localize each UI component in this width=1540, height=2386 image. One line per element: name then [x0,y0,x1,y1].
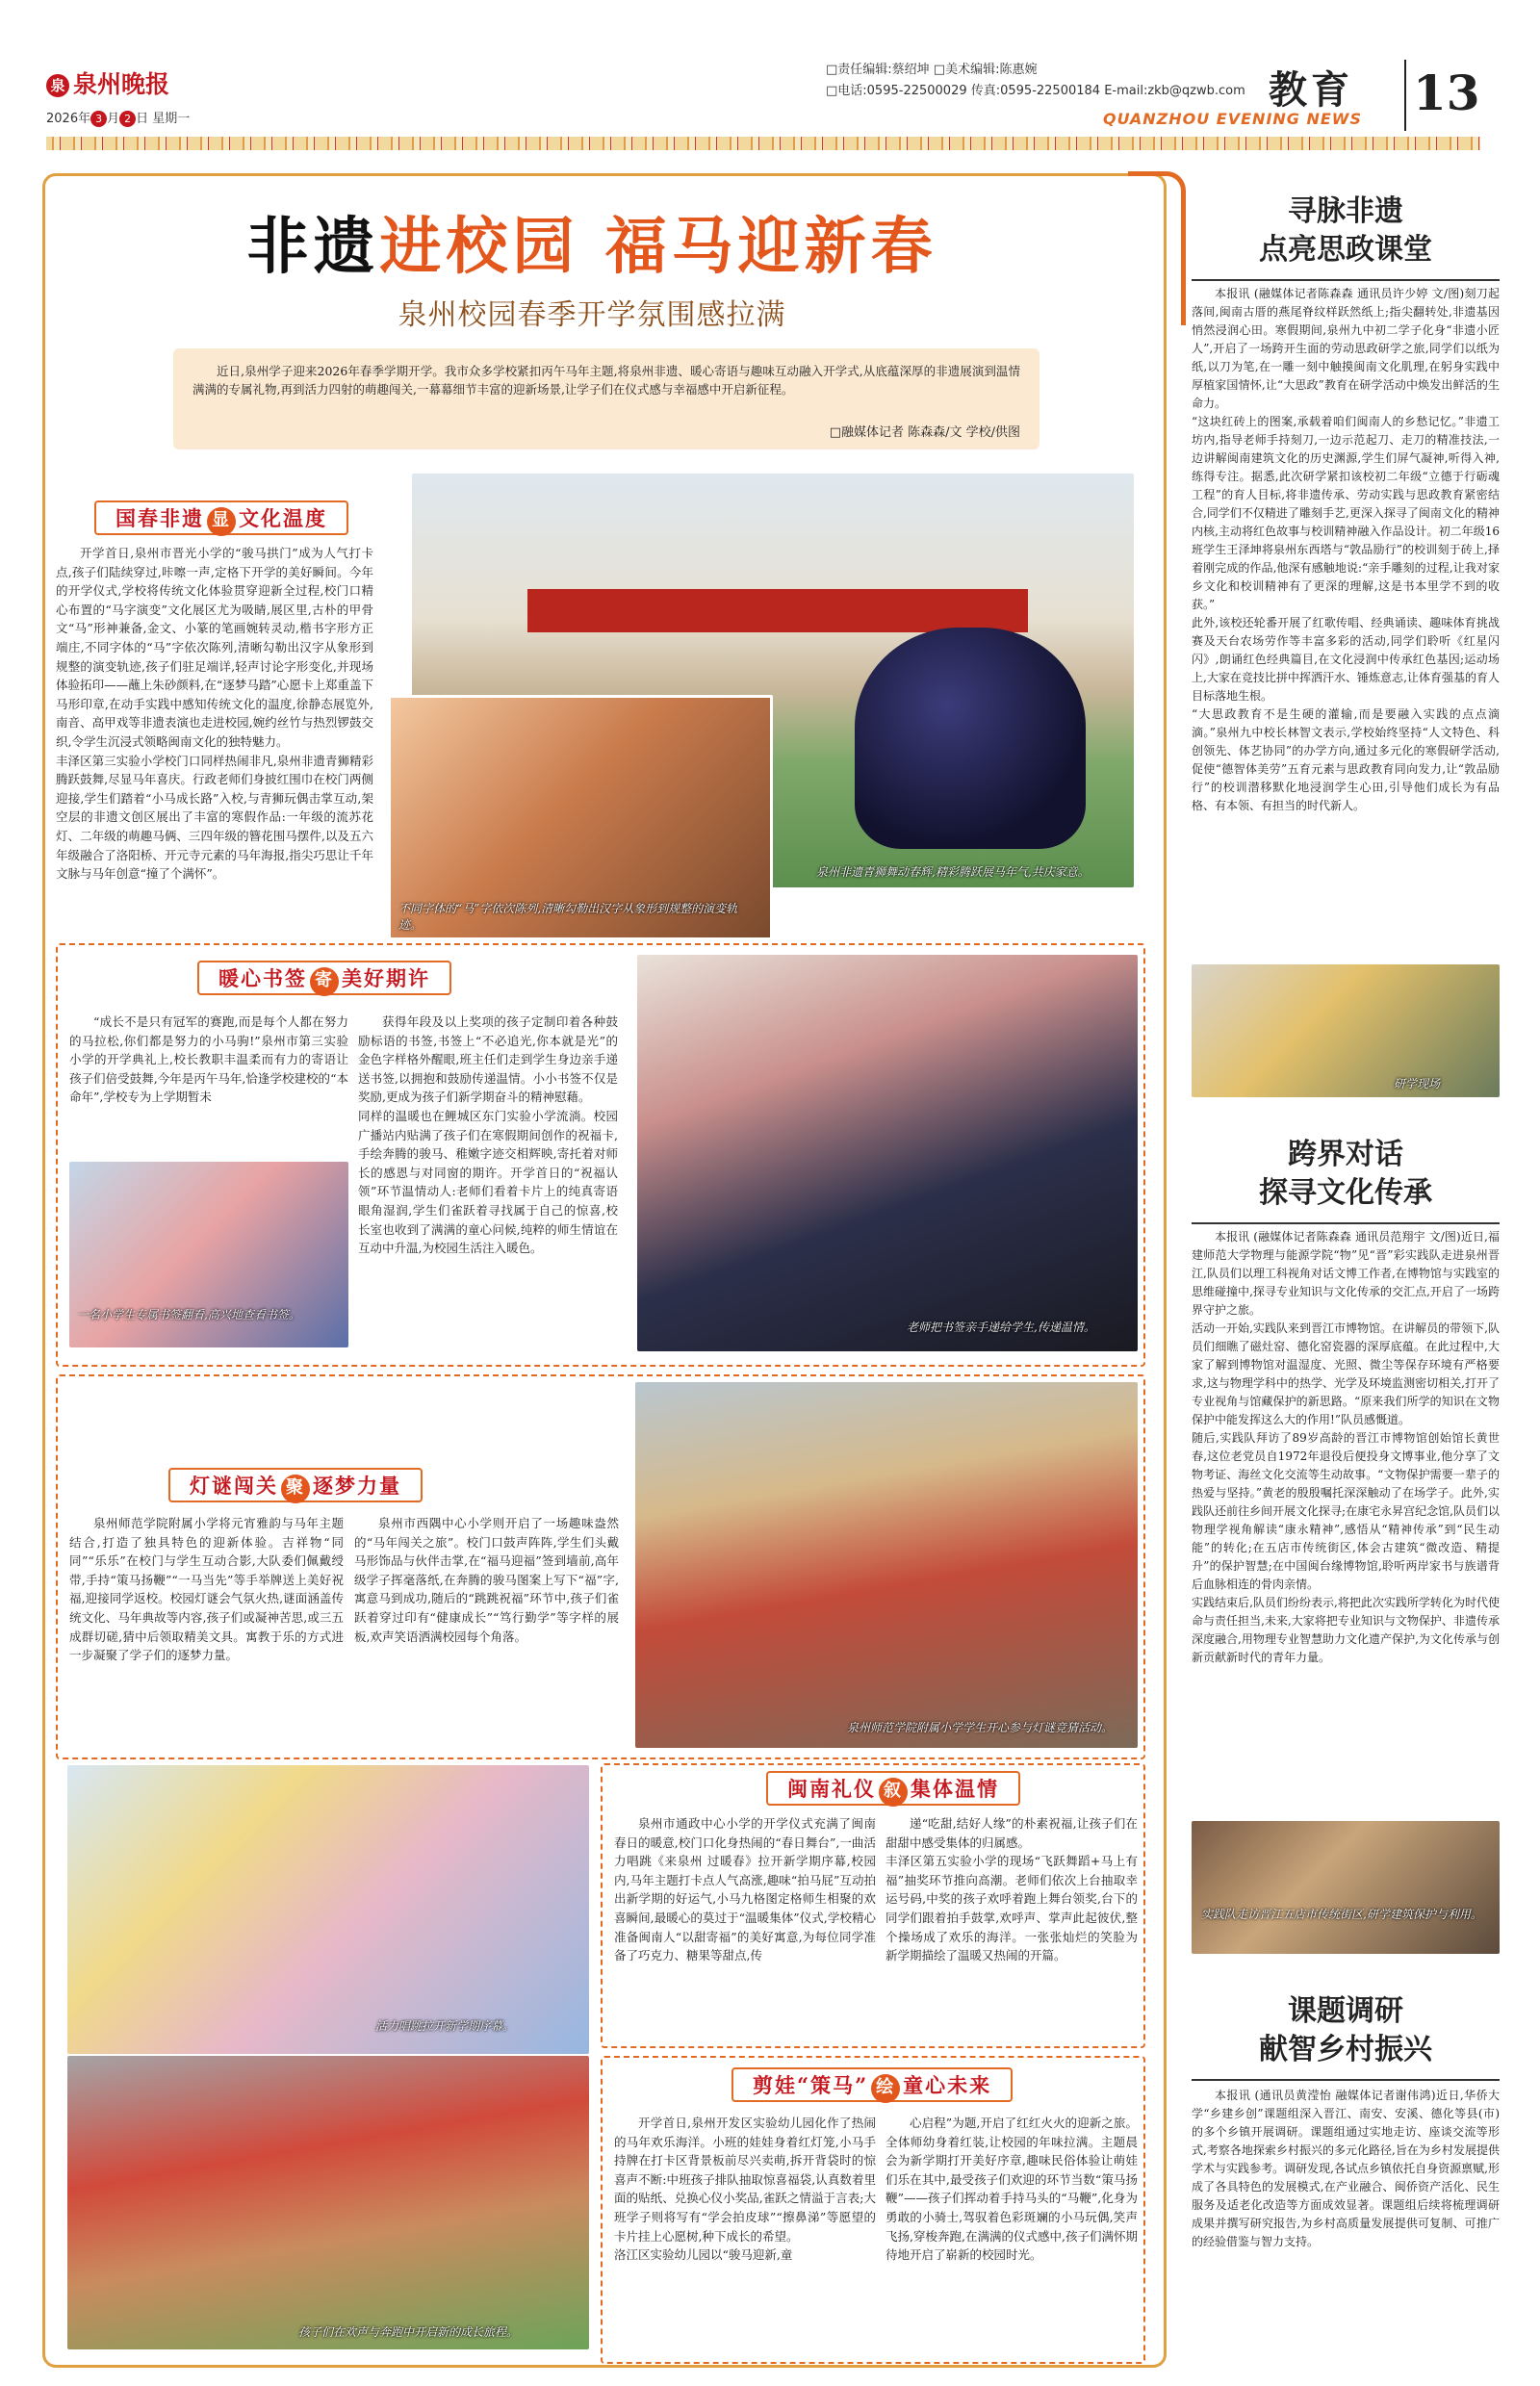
title-rule [1192,279,1500,281]
title-part: 非遗 [246,212,380,283]
logo-seal-icon: 泉 [46,74,69,97]
section-banner [197,961,451,995]
photo-caption: 泉州师范学院附属小学学生开心参与灯谜竞猜活动。 [847,1721,1114,1734]
headline-subtitle: 泉州校园春季开学氛围感拉满 [398,298,786,332]
title-rule [1192,2079,1500,2081]
editor-line: □责任编辑:蔡绍坤 □美术编辑:陈惠婉 [826,63,1038,77]
article-text: 泉州市通政中心小学的开学仪式充满了闽南春日的暖意,校门口化身热闹的“春日舞台”,一曲活力唱跳《来泉州 过暖春》拉开新学期序幕,校园内,马年主题打卡点人气高涨,趣味“拍马屁”互动拍出新学期的好运气,小马九格图定格师生相聚的欢喜瞬间,最暖心的莫过于“温暖集体”仪式,学校精心准备闽南人“以甜寄福”的美好寓意,为每位同学准备了巧克力、糖果等甜点,传 [614,1816,876,1963]
banner-key-char: 绘 [871,2074,900,2103]
banner-text: 文化温度 [239,506,327,530]
photo-caption: 活力唱跳拉开新学期序幕。 [375,2019,515,2033]
photo-teacher-gives-bookmark [637,955,1138,1351]
right-article-title [1192,1992,1500,2069]
date-day: 2 [119,111,136,127]
banner-red-sign [527,589,1028,632]
date-weekday: 日 星期一 [136,112,191,126]
newspaper-logo [46,65,169,100]
article-text: 递“吃甜,结好人缘”的朴素祝福,让孩子们在甜甜中感受集体的归属感。 丰泽区第五实验小学的现场“飞跃舞蹈+马上有福”抽奖环节推向高潮。老师们依次上台抽取幸运号码,中奖的孩子欢呼着跑上舞台领奖,台下的同学们跟着拍手鼓掌,欢呼声、掌声此起彼伏,整个操场成了欢乐的海洋。一张张灿烂的笑脸为新学期描绘了温暖又热闹的开篇。 [886,1816,1138,1963]
contact-line: □电话:0595-22500029 传真:0595-22500184 E-mail:zkb@qzwb.com [826,84,1245,98]
section-banner [168,1468,423,1502]
header-divider [1404,60,1406,131]
date-year: 2026年 [46,112,91,126]
decorative-pattern-band [46,137,1480,150]
editor-info [826,60,1245,102]
section-name: 教育 [1269,68,1353,113]
article-text: 本报讯 (融媒体记者陈森森 通讯员许少婷 文/图)刻刀起落间,闽南古厝的燕尾脊纹样跃然纸上;指尖翻转处,非遗基因悄然浸润心田。寒假期间,泉州九中初二学子化身“非遗小匠人”,开启了一场跨开生面的劳动思政研学之旅,同学们以纸为纸,以刀为笔,在一雕一刻中触摸闽南文化肌理,在躬身实践中厚植家国情怀,让“大思政”教育在研学活动中焕发出鲜活的生命力。 “这块红砖上的图案,承载着咱们闽南人的乡愁记忆。”非遗工坊内,指导老师手持刻刀,一边示范起刀、走刀的精准技法,一边讲解闽南建筑文化的历史渊源,学生们屏气凝神,听得入神,练得专注。据悉,此次研学紧扣该校初二年级“立德于行砺魂工程”的育人目标,将非遗传承、劳动实践与思政教育紧密结合,同学们不仅精进了雕刻手艺,更深入探寻了闽南文化的精神内核,主动将红色故事与校训精神融入作品设计。初二年级16班学生王泽坤将泉州东西塔与“敦品励行”的校训刻于砖上,择着刚完成的作品,他深有感触地说:“亲手雕刻的过程,让我对家乡文化和校训精神有了更深的理解,这是书本里学不到的收获。” 此外,该校还轮番开展了红歌传唱、经典诵读、趣味体育挑战赛及天台农场劳作等丰富多彩的活动,同学们聆听《红星闪闪》,朗诵红色经典篇目,在文化浸润中传承红色基因;运动场上,大家在竞技比拼中挥洒汗水、锤炼意志,让体育强基的育人目标落地生根。 “大思政教育不是生硬的灌输,而是要融入实践的点点滴滴。”泉州九中校长林智文表示,学校始终坚持“人文特色、科创领先、体艺协同”的办学方向,通过多元化的寒假研学活动,促使“德智体美劳”五育元素与思政教育同向发力,让“敦品励行”的校训潜移默化地浸润学生心田,引导他们成长为有品格、有本领、有担当的时代新人。 [1192,287,1500,812]
banner-text: 美好期许 [342,966,430,990]
section-banner [732,2067,1013,2102]
article-text: 心启程”为题,开启了红红火火的迎新之旅。全体师幼身着红装,让校园的年味拉满。主题晨会为新学期打开美好序章,趣味民俗体验让萌娃们乐在其中,最受孩子们欢迎的环节当数“策马扬鞭”——孩子们挥动着手持马头的“马鞭”,化身为勇敢的小骑士,驾驭着色彩斑斓的小马玩偶,笑声飞扬,穿梭奔跑,在满满的仪式感中,孩子们满怀期待地开启了崭新的校园时光。 [886,2116,1138,2263]
headline-title [0,197,1184,286]
photo-lantern-riddles [635,1382,1138,1748]
banner-text: 闽南礼仪 [787,1777,876,1801]
date-month: 3 [90,111,107,127]
photo-caption: 孩子们在欢声与奔跑中开启新的成长旅程。 [298,2325,519,2339]
page-number: 13 [1413,64,1480,121]
article-text: 本报讯 (通讯员黄滢怡 融媒体记者谢伟鸿)近日,华侨大学“乡建乡创”课题组深入晋江、南安、安溪、德化等县(市)的多个乡镇开展调研。课题组通过实地走访、座谈交流等形式,考察各地探索乡村振兴的多元化路径,旨在为乡村发展提供学术与实践参考。调研发现,各试点乡镇依托自身资源禀赋,形成了各具特色的发展模式,在产业融合、闽侨资产活化、民生服务及适老化改造等方面成效显著。课题组后续将梳理调研成果并撰写研究报告,为乡村高质量发展提供可复制、可推广的经验借鉴与智力支持。 [1192,2089,1500,2248]
article-text: 泉州师范学院附属小学将元宵雅韵与马年主题结合,打造了独具特色的迎新体验。吉祥物“同同”“乐乐”在校门与学生互动合影,大队委们佩戴绶带,手持“策马扬鞭”“一马当先”等手举牌送上美好祝福,迎接同学返校。校园灯谜会气氛火热,谜面涵盖传统文化、马年典故等内容,孩子们或凝神苦思,或三五成群切磋,猜中后领取精美文具。寓教于乐的方式进一步凝聚了学子们的逐梦力量。 [69,1516,344,1663]
right-article-title [1192,1136,1500,1213]
title-line: 寻脉非遗 [1288,194,1403,228]
photo-singing-dancing [67,1765,589,2054]
photo-wudian-street [1192,1821,1500,1954]
banner-key-char: 显 [207,507,236,536]
photo-research-scene [1192,964,1500,1097]
title-line: 课题调研 [1288,1994,1403,2028]
photo-caption: 一名小学生专属书签翻看,高兴地查看书签。 [77,1308,300,1321]
intro-paragraph: 近日,泉州学子迎来2026年春季学期开学。我市众多学校紧扣丙午马年主题,将泉州非遗、暖心寄语与趣味互动融入开学式,从底蕴深厚的非遗展演到温情满满的专属礼物,再到活力四射的萌趣闯关,一幕幕细节丰富的迎新场景,让学子们在仪式感与幸福感中开启新征程。 [192,364,1020,397]
article-text: 开学首日,泉州市晋光小学的“骏马拱门”成为人气打卡点,孩子们陆续穿过,咔嚓一声,定格下开学的美好瞬间。今年的开学仪式,学校将传统文化体验贯穿迎新全过程,校门口精心布置的“马字演变”文化展区尤为吸睛,展区里,古朴的甲骨文“马”形神兼备,金文、小篆的笔画婉转灵动,楷书字形方正端庄,不同字体的“马”字依次陈列,清晰勾勒出汉字从象形到规整的演变轨迹,孩子们驻足端详,轻声讨论字形变化,并现场体验拓印——蘸上朱砂颜料,在“逐梦马踏”心愿卡上郑重盖下马形印章,在动手实践中感知传统文化的温度,徐静态展览外,南音、高甲戏等非遗表演也走进校园,婉约丝竹与热烈锣鼓交织,令学生沉浸式领略闽南文化的独特魅力。 丰泽区第三实验小学校门口同样热闹非凡,泉州非遗青狮精彩腾跃鼓舞,尽显马年喜庆。行政老师们身披红围巾在校门两侧迎接,学生们踏着“小马成长路”入校,与青狮玩偶击掌互动,架空层的非遗文创区展出了丰富的寒假作品:一年级的流苏花灯、二年级的萌趣马俩、三四年级的簪花围马摆件,以及五六年级融合了洛阳桥、开元寺元素的马年海报,指尖巧思让千年文脉与马年创意“撞了个满怀”。 [56,546,373,882]
banner-text: 集体温情 [911,1777,999,1801]
lion-costume-shape [855,628,1086,849]
photo-caption: 实践队走访晋江五店市传统街区,研学建筑保护与利用。 [1201,1908,1482,1921]
date-month-char: 月 [107,112,120,126]
photo-caption: 老师把书签亲手递给学生,传递温情。 [907,1321,1095,1334]
logo-text: 泉州晚报 [73,70,170,98]
issue-date [46,108,190,127]
banner-text: 童心未来 [903,2073,992,2097]
banner-text: 灯谜闯关 [190,1474,278,1498]
title-line: 跨界对话 [1288,1138,1403,1171]
banner-text: 暖心书签 [218,966,307,990]
photo-caption: 泉州非遗青狮舞动春辉,精彩腾跃展马年气,共庆家意。 [816,865,1090,879]
masthead [46,60,1480,151]
title-line: 点亮思政课堂 [1259,233,1432,267]
intro-byline: □融媒体记者 陈森森/文 学校/供图 [829,425,1020,440]
article-text: 开学首日,泉州开发区实验幼儿园化作了热闹的马年欢乐海洋。小班的娃娃身着红灯笼,小马手持牌在打卡区背景板前尽兴卖萌,拆开背袋时的惊喜声不断:中班孩子排队抽取惊喜福袋,认真数着里面的贴纸、兑换心仪小奖品,雀跃之情溢于言表;大班学子则将写有“学会拍皮球”“擦鼻涕”等愿望的卡片挂上心愿树,种下成长的希望。 洛江区实验幼儿园以“骏马迎新,童 [614,2116,876,2263]
article-text: “成长不是只有冠军的赛跑,而是每个人都在努力的马拉松,你们都是努力的小马驹!”泉州市第三实验小学的开学典礼上,校长教职丰温柔而有力的寄语让孩子们倍受鼓舞,今年是丙午马年,恰逢学校建校的“本命年”,学校专为上学期暂未 [69,1014,348,1105]
article-text: 泉州市西隅中心小学则开启了一场趣味盎然的“马年闯关之旅”。校门口鼓声阵阵,学生们头戴马形饰品与伙伴击掌,在“福马迎福”签到墙前,高年级学子挥毫落纸,在奔腾的骏马图案上写下“福”字,寓意马到成功,随后的“跳跳祝福”环节中,孩子们雀跃着穿过印有“健康成长”“笃行勤学”等字样的展板,欢声笑语洒满校园每个角落。 [354,1516,619,1644]
banner-text: 剪娃“策马” [753,2073,869,2097]
article-text: 获得年段及以上奖项的孩子定制印着各种鼓励标语的书签,书签上“不必追光,你本就是光”的金色字样格外醒眼,班主任们走到学生身边亲手递送书签,以拥抱和鼓励传递温情。小小书签不仅是奖励,更成为孩子们新学期奋斗的精神慰藉。 同样的温暖也在鲤城区东门实验小学流淌。校园广播站内贴满了孩子们在寒假期间创作的祝福卡,手绘奔腾的骏马、稚嫩字迹交相辉映,寄托着对师长的感恩与对同窗的期许。开学首日的“祝福认领”环节温情动人:老师们看着卡片上的纯真寄语眼角湿润,学生们雀跃着寻找属于自己的惊喜,校长室也收到了满满的童心问候,纯粹的师生情谊在互动中升温,为校园生活注入暖色。 [358,1014,618,1256]
banner-key-char: 叙 [879,1778,908,1807]
intro-box [173,348,1040,449]
section-banner [94,500,348,535]
section-banner [766,1771,1020,1806]
banner-key-char: 聚 [281,1475,310,1503]
banner-text: 逐梦力量 [313,1474,401,1498]
title-part-accent: 进校园 福马 [379,212,738,283]
section-english-name: QUANZHOU EVENING NEWS [1103,110,1362,128]
right-column [1192,173,1500,2368]
photo-caption: 不同字体的“马”字依次陈列,清晰勾勒出汉字从象形到规整的演变轨迹。 [398,902,738,932]
photo-caption: 研学现场 [1394,1077,1441,1090]
banner-text: 国春非遗 [116,506,204,530]
photo-horse-characters [388,695,773,940]
title-line: 献智乡村振兴 [1259,2033,1432,2066]
article-text: 本报讯 (融媒体记者陈森森 通讯员范翔宇 文/图)近日,福建师范大学物理与能源学院“物”见“晋”彩实践队走进泉州晋江,队员们以理工科视角对话文博工作者,在博物馆与实践室的思维碰撞中,探寻专业知识与文化传承的交汇点,开启了一场跨界守护之旅。 活动一开始,实践队来到晋江市博物馆。在讲解员的带领下,队员们细瞧了磁灶窑、德化窑瓷器的深厚底蕴。在此过程中,大家了解到博物馆对温湿度、光照、微尘等保存环境有严格要求,这与物理学科中的热学、光学及环境监测密切相关,打开了专业视角与馆藏保护的新思路。“原来我们所学的知识在文物保护中能发挥这么大的作用!”队员感慨道。 随后,实践队拜访了89岁高龄的晋江市博物馆创始馆长黄世春,这位老党员自1972年退役后便投身文博事业,他分享了文物考证、海丝文化交流等生动故事。“文物保护需要一辈子的热爱与坚持。”黄老的殷殷嘱托深深触动了在场学子。此外,实践队还前往乡间开展文化探寻;在康宅永昇宫纪念馆,队员们以物理学视角解读“康永精神”,感悟从“精神传承”到“民生动能”的转化;在五店市传统街区,体会古建筑“微改造、精提升”的保护智慧;在中国闽台缘博物馆,聆听两岸家书与族谱背后血脉相连的骨肉亲情。 实践结束后,队员们纷纷表示,将把此次实践所学转化为时代使命与责任担当,未来,大家将把专业知识与文物保护、非遗传承深度融合,用物理专业智慧助力文化遗产保护,为文化传承与创新贡献新时代的青年力量。 [1192,1230,1500,1664]
photo-students-bookmark [69,1162,348,1347]
title-rule [1192,1222,1500,1224]
title-part-accent: 迎新春 [737,212,937,283]
banner-key-char: 寄 [310,967,339,996]
right-article-title [1192,192,1500,269]
photo-kindergarten-horse [67,2056,589,2349]
title-line: 探寻文化传承 [1259,1176,1432,1210]
